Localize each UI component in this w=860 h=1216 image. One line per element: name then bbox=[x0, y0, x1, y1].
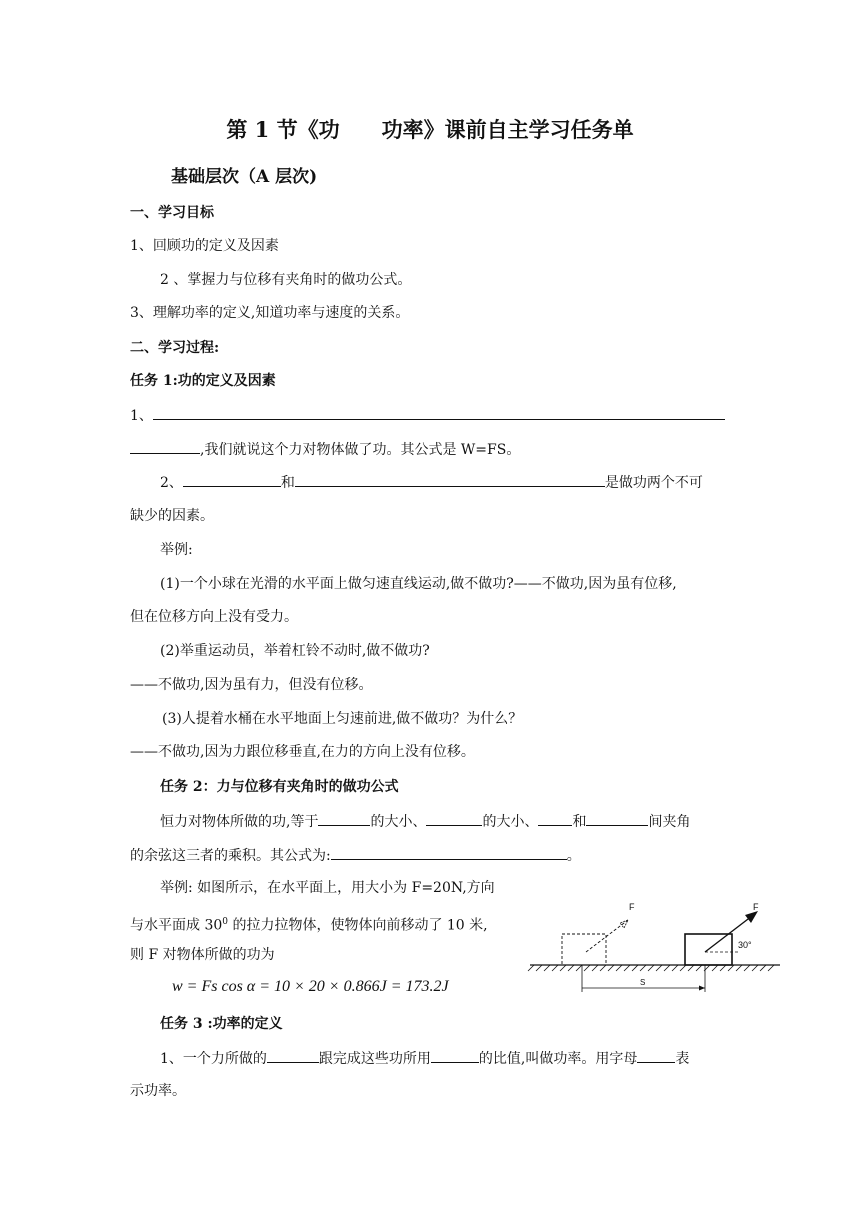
example2-line2: ——不做功,因为虽有力，但没有位移。 bbox=[130, 677, 373, 693]
q2-blank-2[interactable] bbox=[295, 472, 605, 487]
example3-line1: (3)人提着水桶在水平地面上匀速前进,做不做功？为什么？ bbox=[162, 711, 523, 727]
task2-text-a: 恒力对物体所做的功,等于 bbox=[160, 814, 319, 830]
block-start bbox=[562, 934, 606, 965]
example-text-a: 与水平面成 30 bbox=[130, 917, 223, 934]
q2-blank-1[interactable] bbox=[183, 472, 281, 487]
example1-line1: (1)一个小球在光滑的水平面上做匀速直线运动,做不做功?——不做功,因为虽有位移, bbox=[160, 576, 677, 592]
force-start-dashed bbox=[586, 920, 628, 952]
task1-q2-line2: 缺少的因素。 bbox=[130, 508, 214, 524]
q2-prefix: 2、 bbox=[160, 475, 183, 491]
example1-line2: 但在位移方向上没有受力。 bbox=[130, 609, 298, 625]
task3-text-c: 的比值,叫做功率。用字母 bbox=[478, 1051, 638, 1067]
page-title: 第 1 节《功 功率》课前自主学习任务单 bbox=[226, 117, 634, 142]
task2-text-f: 的余弦这三者的乘积。其公式为: bbox=[130, 848, 331, 864]
task1-heading: 任务 1:功的定义及因素 bbox=[130, 373, 276, 389]
objective-3: 3、理解功率的定义,知道功率与速度的关系。 bbox=[130, 305, 410, 321]
degree-superscript: 0 bbox=[222, 917, 228, 927]
displacement-label: S bbox=[640, 978, 646, 987]
task3-heading: 任务 3 :功率的定义 bbox=[160, 1016, 283, 1032]
force-diagram bbox=[524, 896, 780, 996]
q1-blank-2[interactable] bbox=[130, 439, 200, 454]
task3-blank-2[interactable] bbox=[431, 1048, 479, 1063]
task3-text-b: 跟完成这些功所用 bbox=[318, 1051, 431, 1067]
task3-text-d: 表 bbox=[675, 1051, 690, 1067]
objective-2: 2 、掌握力与位移有夹角时的做功公式。 bbox=[160, 272, 412, 288]
task2-formula-blank[interactable] bbox=[331, 845, 567, 860]
q2-suffix: 是做功两个不可 bbox=[604, 475, 703, 491]
force-label-start: F bbox=[629, 902, 635, 912]
q2-mid: 和 bbox=[280, 475, 295, 491]
task3-line2: 示功率。 bbox=[130, 1083, 186, 1099]
task2-text-d: 和 bbox=[572, 814, 587, 830]
task2-text-g: 。 bbox=[566, 848, 581, 864]
task2-text-b: 的大小、 bbox=[370, 814, 427, 830]
force-label-end: F bbox=[753, 902, 759, 912]
angle-label: 30° bbox=[738, 940, 752, 950]
task2-blank-2[interactable] bbox=[426, 811, 482, 826]
task2-blank-4[interactable] bbox=[586, 811, 648, 826]
example2-line1: (2)举重运动员，举着杠铃不动时,做不做功? bbox=[160, 643, 430, 659]
objective-1: 1、回顾功的定义及因素 bbox=[130, 238, 279, 254]
task2-blank-3[interactable] bbox=[538, 811, 572, 826]
task1-q1-line1 bbox=[130, 405, 725, 426]
task2-text-c: 的大小、 bbox=[482, 814, 539, 830]
section2-heading: 二、学习过程: bbox=[130, 340, 220, 356]
section1-heading: 一、学习目标 bbox=[130, 205, 214, 221]
q1-suffix: ,我们就说这个力对物体做了功。其公式是 W=FS。 bbox=[200, 442, 521, 458]
task2-example-line3: 则 F 对物体所做的功为 bbox=[130, 947, 275, 963]
task2-example-line1: 举例: 如图所示，在水平面上，用大小为 F=20N,方向 bbox=[160, 880, 495, 896]
task2-line2 bbox=[130, 845, 581, 866]
task2-line1 bbox=[160, 811, 690, 832]
example-text-b: 的拉力拉物体，使物体向前移动了 10 米, bbox=[228, 917, 488, 934]
q1-blank-1[interactable] bbox=[153, 405, 725, 420]
task1-q1-line2 bbox=[130, 439, 520, 460]
level-heading: 基础层次（A 层次) bbox=[171, 167, 318, 187]
task3-blank-1[interactable] bbox=[267, 1048, 319, 1063]
task2-example-line2 bbox=[130, 912, 488, 936]
example-label: 举例: bbox=[160, 542, 193, 558]
example3-line2: ——不做功,因为力跟位移垂直,在力的方向上没有位移。 bbox=[130, 744, 475, 760]
task2-heading: 任务 2：力与位移有夹角时的做功公式 bbox=[160, 779, 399, 795]
work-formula: w = Fs cos α = 10 × 20 × 0.866J = 173.2J bbox=[172, 978, 449, 995]
task3-line1 bbox=[160, 1048, 689, 1069]
task1-q2-line1 bbox=[160, 472, 703, 493]
q1-prefix: 1、 bbox=[130, 408, 153, 424]
task3-blank-3[interactable] bbox=[637, 1048, 675, 1063]
task2-text-e: 间夹角 bbox=[648, 814, 691, 830]
task2-blank-1[interactable] bbox=[318, 811, 370, 826]
task3-text-a: 1、一个力所做的 bbox=[160, 1051, 267, 1067]
